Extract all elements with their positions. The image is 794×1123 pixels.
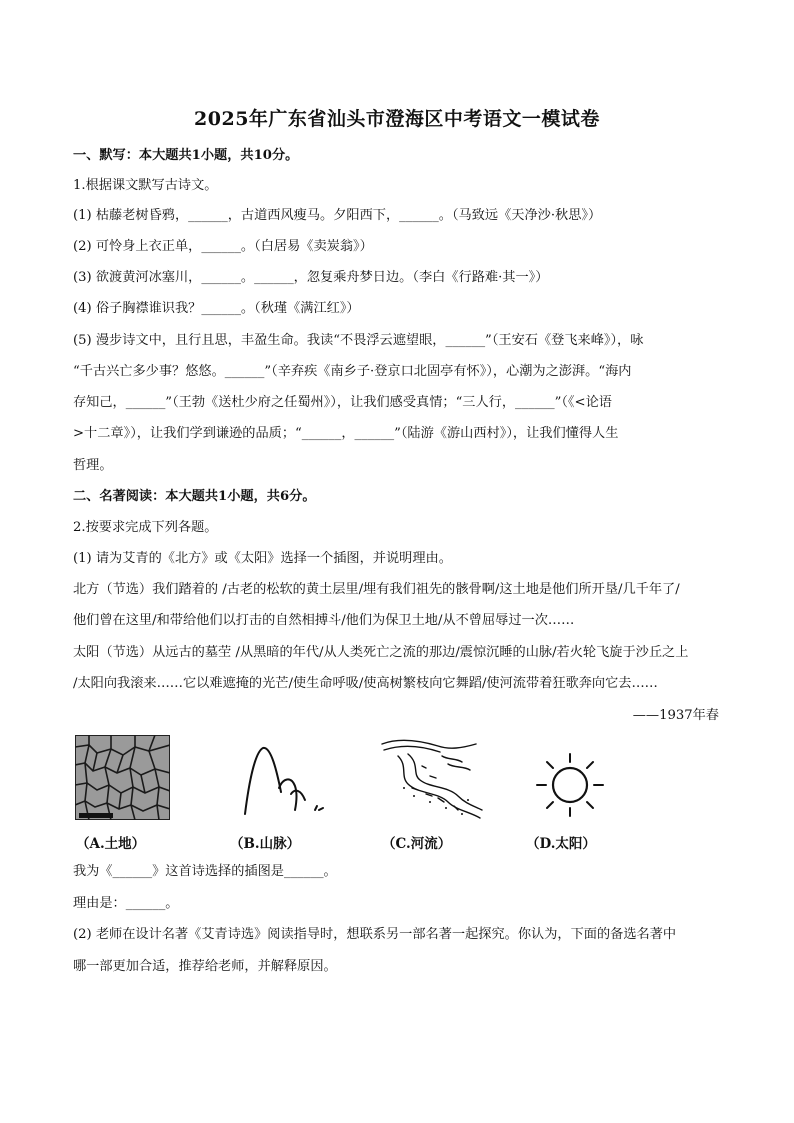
question-text: 哪一部更加合适，推荐给老师，并解释原因。	[73, 959, 337, 974]
poem-text: 北方（节选）我们踏着的 /古老的松软的黄土层里/埋有我们祖先的骸骨啊/这土地是他们所开垦/几千年了/	[73, 582, 680, 597]
poem-text: /太阳向我滚来……它以难遮掩的光芒/使生命呼吸/使高树繁枝向它舞蹈/使河流带着狂歌奔向它去……	[73, 676, 658, 691]
question-text: (4) 俗子胸襟谁识我？______。（秋瑾《满江红》）	[73, 301, 360, 316]
answer-line: 理由是：______。	[73, 896, 179, 911]
question-text: 哲理。	[73, 458, 113, 473]
poem-text: 太阳（节选）从远古的墓茔 /从黑暗的年代/从人类死亡之流的那边/震惊沉睡的山脉/若火轮飞旋于沙丘之上	[73, 645, 689, 660]
question-text: (5) 漫步诗文中，且行且思，丰盈生命。我读“不畏浮云遮望眼，______”（王安石《登飞来峰》），咏	[73, 333, 644, 348]
poem-text: 他们曾在这里/和带给他们以打击的自然相搏斗/他们为保卫土地/从不曾屈辱过一次……	[73, 613, 575, 628]
river-sketch-image	[378, 736, 483, 822]
section-heading: 二、名著阅读：本大题共1小题，共6分。	[73, 489, 316, 504]
cracked-earth-image	[75, 735, 170, 820]
question-text: 1.根据课文默写古诗文。	[73, 178, 218, 193]
question-text: >十二章》），让我们学到谦逊的品质；“______，______”（陆游《游山西村》），让我们懂得人生	[73, 426, 619, 441]
caption-c: （C.河流）	[382, 836, 452, 852]
caption-a: （A.土地）	[76, 836, 146, 852]
mountain-sketch-image	[235, 742, 330, 822]
poem-signature: ——1937年春	[632, 708, 719, 723]
question-text: “千古兴亡多少事？悠悠。______”（辛弃疾《南乡子·登京口北固亭有怀》），心潮为之澎湃。“海内	[73, 364, 632, 379]
question-text: (3) 欲渡黄河冰塞川，______。______，忽复乘舟梦日边。（李白《行路难·其一》）	[73, 270, 549, 285]
question-text: (2) 可怜身上衣正单，______。（白居易《卖炭翁》）	[73, 239, 373, 254]
caption-d: （D.太阳）	[526, 836, 596, 852]
answer-line: 我为《______》这首诗选择的插图是______。	[73, 864, 337, 879]
question-text: (1) 枯藤老树昏鸦，______，古道西风瘦马。夕阳西下，______。（马致远《天净沙·秋思》）	[73, 208, 602, 223]
page-title: 2025年广东省汕头市澄海区中考语文一模试卷	[194, 108, 600, 130]
question-text: (2) 老师在设计名著《艾青诗选》阅读指导时，想联系另一部名著一起探究。你认为，下面的备选名著中	[73, 927, 677, 942]
question-text: (1) 请为艾青的《北方》或《太阳》选择一个插图，并说明理由。	[73, 551, 452, 566]
section-heading: 一、默写：本大题共1小题，共10分。	[73, 148, 299, 163]
caption-b: （B.山脉）	[230, 836, 301, 852]
sun-icon	[530, 750, 610, 820]
question-text: 2.按要求完成下列各题。	[73, 520, 218, 535]
question-text: 存知己，______”（王勃《送杜少府之任蜀州》），让我们感受真情；“三人行，______”（《<论语	[73, 395, 612, 410]
